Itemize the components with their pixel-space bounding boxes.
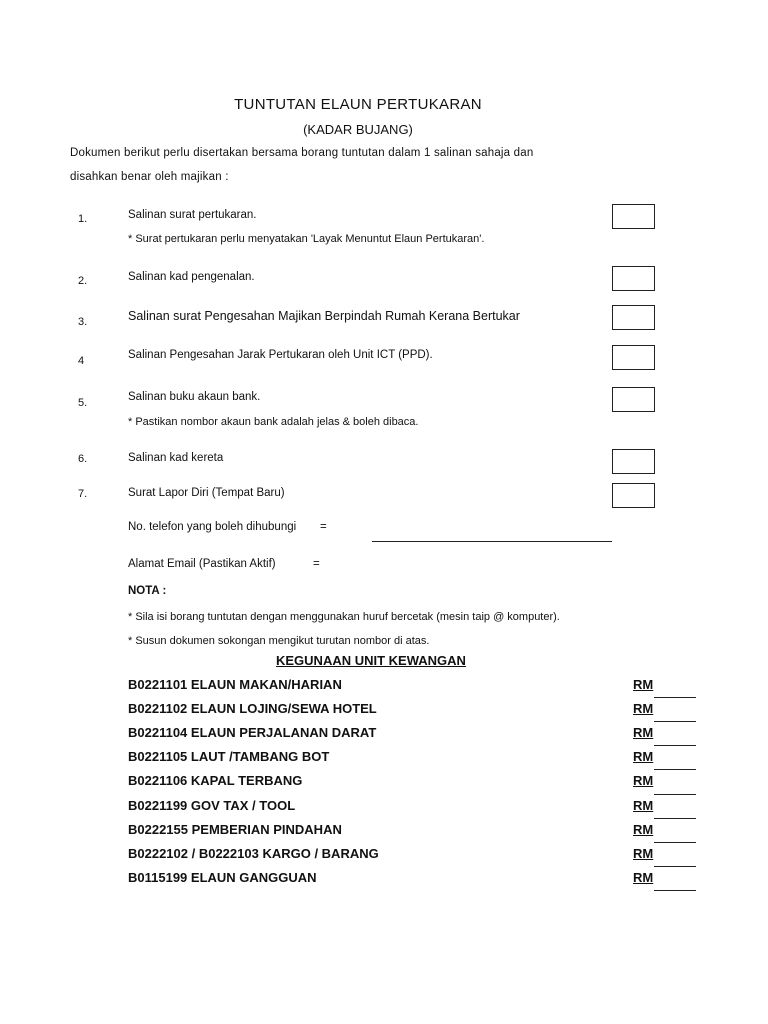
finance-rm-9: RM (633, 870, 654, 885)
nota-heading: NOTA : (128, 585, 167, 597)
item-label-5: Salinan buku akaun bank. (128, 391, 261, 403)
form-title: TUNTUTAN ELAUN PERTUKARAN (234, 96, 482, 113)
item-label-7: Surat Lapor Diri (Tempat Baru) (128, 487, 285, 499)
finance-row-8: B0222102 / B0222103 KARGO / BARANG (128, 846, 379, 861)
finance-row-5: B0221106 KAPAL TERBANG (128, 773, 303, 788)
finance-amount-line-9[interactable] (654, 890, 696, 891)
finance-row-2: B0221102 ELAUN LOJING/SEWA HOTEL (128, 701, 377, 716)
item-number-2: 2. (78, 275, 88, 287)
intro-line-1: Dokumen berikut perlu disertakan bersama borang tuntutan dalam 1 salinan sahaja dan (70, 147, 534, 159)
finance-row-3: B0221104 ELAUN PERJALANAN DARAT (128, 725, 377, 740)
item-label-3: Salinan surat Pengesahan Majikan Berpindah Rumah Kerana Bertukar (128, 309, 520, 323)
item-checkbox-6[interactable] (612, 449, 655, 474)
finance-amount-line-2[interactable] (654, 721, 696, 722)
phone-input-line[interactable] (372, 541, 612, 542)
form-subtitle: (KADAR BUJANG) (303, 122, 413, 137)
item-checkbox-7[interactable] (612, 483, 655, 508)
phone-equals: = (320, 521, 327, 533)
finance-rm-7: RM (633, 822, 654, 837)
finance-amount-line-5[interactable] (654, 794, 696, 795)
finance-amount-line-1[interactable] (654, 697, 696, 698)
finance-amount-line-6[interactable] (654, 818, 696, 819)
finance-amount-line-8[interactable] (654, 866, 696, 867)
email-equals: = (313, 558, 320, 570)
finance-row-4: B0221105 LAUT /TAMBANG BOT (128, 749, 330, 764)
finance-row-1: B0221101 ELAUN MAKAN/HARIAN (128, 677, 342, 692)
finance-rm-5: RM (633, 773, 654, 788)
finance-rm-2: RM (633, 701, 654, 716)
item-number-3: 3. (78, 316, 88, 328)
email-label: Alamat Email (Pastikan Aktif) (128, 558, 276, 570)
item-label-1: Salinan surat pertukaran. (128, 209, 257, 221)
item-label-2: Salinan kad pengenalan. (128, 271, 255, 283)
item-checkbox-3[interactable] (612, 305, 655, 330)
item-number-5: 5. (78, 397, 88, 409)
finance-rm-4: RM (633, 749, 654, 764)
item-checkbox-4[interactable] (612, 345, 655, 370)
finance-rm-6: RM (633, 798, 654, 813)
item-number-1: 1. (78, 213, 88, 225)
item-number-4: 4 (78, 355, 85, 367)
finance-row-6: B0221199 GOV TAX / TOOL (128, 798, 296, 813)
finance-rm-1: RM (633, 677, 654, 692)
finance-row-7: B0222155 PEMBERIAN PINDAHAN (128, 822, 342, 837)
phone-label: No. telefon yang boleh dihubungi (128, 521, 297, 533)
finance-amount-line-3[interactable] (654, 745, 696, 746)
finance-rm-3: RM (633, 725, 654, 740)
item-label-4: Salinan Pengesahan Jarak Pertukaran oleh Unit ICT (PPD). (128, 349, 433, 361)
nota-line-1: * Sila isi borang tuntutan dengan menggunakan huruf bercetak (mesin taip @ komputer). (128, 611, 560, 623)
item-label-6: Salinan kad kereta (128, 452, 224, 464)
finance-amount-line-4[interactable] (654, 769, 696, 770)
item-checkbox-2[interactable] (612, 266, 655, 291)
item-note-5: * Pastikan nombor akaun bank adalah jelas & boleh dibaca. (128, 416, 419, 428)
finance-rm-8: RM (633, 846, 654, 861)
item-checkbox-1[interactable] (612, 204, 655, 229)
finance-row-9: B0115199 ELAUN GANGGUAN (128, 870, 317, 885)
finance-amount-line-7[interactable] (654, 842, 696, 843)
intro-line-2: disahkan benar oleh majikan : (70, 171, 229, 183)
item-number-6: 6. (78, 453, 88, 465)
item-checkbox-5[interactable] (612, 387, 655, 412)
item-note-1: * Surat pertukaran perlu menyatakan 'Layak Menuntut Elaun Pertukaran'. (128, 233, 485, 245)
finance-unit-heading: KEGUNAAN UNIT KEWANGAN (276, 653, 466, 668)
item-number-7: 7. (78, 488, 88, 500)
nota-line-2: * Susun dokumen sokongan mengikut turutan nombor di atas. (128, 635, 430, 647)
